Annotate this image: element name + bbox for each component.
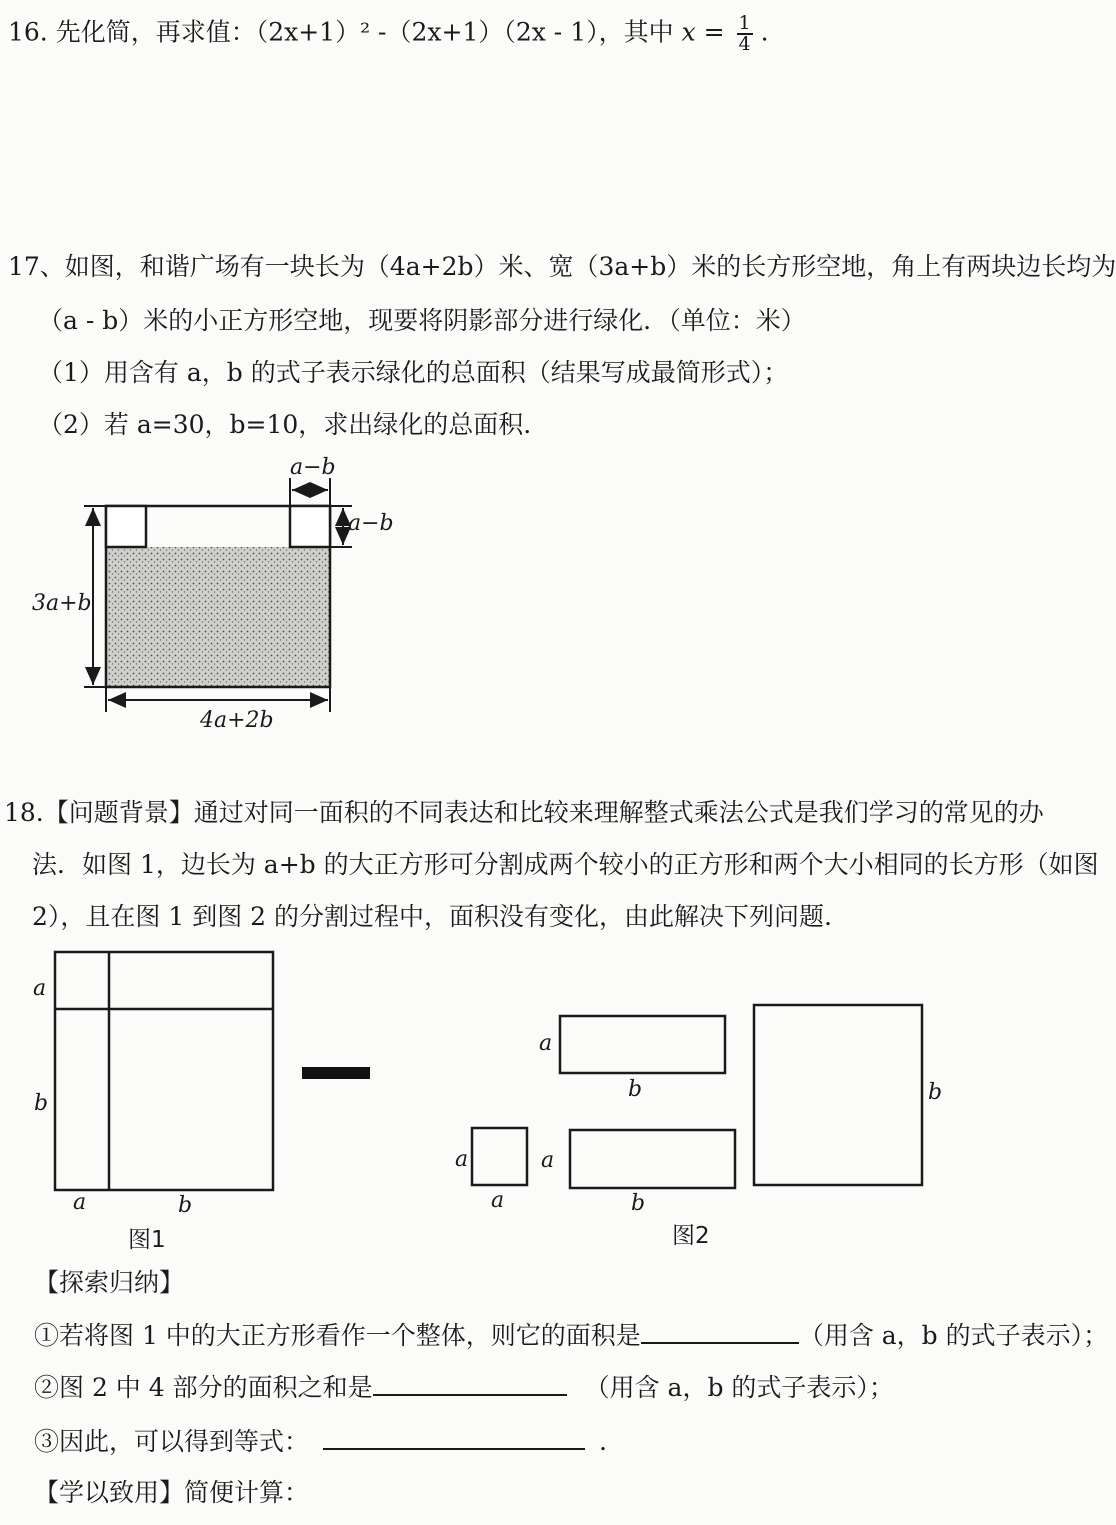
fig2-square-small-side: a: [455, 1147, 469, 1172]
q17-line2: （a - b）米的小正方形空地，现要将阴影部分进行绿化．（单位：米）: [38, 306, 806, 335]
fig1-bottom-a: a: [73, 1190, 87, 1215]
answer-blank-2[interactable]: [373, 1372, 567, 1396]
q17-part1: （1）用含有 a，b 的式子表示绿化的总面积（结果写成最简形式）；: [38, 358, 789, 387]
q17-right-square: [290, 506, 330, 547]
q17-height-label: 3a+b: [32, 591, 92, 616]
fig1: [33, 952, 273, 1253]
q18-line1: 18.【问题背景】通过对同一面积的不同表达和比较来理解整式乘法公式是我们学习的常见的办: [4, 798, 1044, 827]
q17-width-label: 4a+2b: [200, 708, 274, 733]
q16-x-label: x =: [681, 17, 725, 47]
fig2-rect-top: [560, 1016, 725, 1073]
fig2-caption: 图2: [672, 1223, 710, 1249]
explore-item1-pre: ①若将图 1 中的大正方形看作一个整体，则它的面积是: [34, 1321, 641, 1350]
q16-number: 16.: [8, 17, 48, 47]
fig2-rect-bottom: [570, 1130, 735, 1188]
explore-item2-post: （用含 a，b 的式子表示）；: [584, 1373, 894, 1402]
fig1-left-b: b: [34, 1091, 49, 1116]
q17-figure: [32, 455, 394, 733]
q16-frac-den: 4: [738, 33, 751, 55]
explore-item3-pre: ③因此，可以得到等式：: [34, 1427, 310, 1456]
explore-item2: [34, 1372, 894, 1403]
explore-item1: [34, 1320, 1108, 1351]
fig2-rect1-side: a: [539, 1031, 553, 1056]
fig2-square-small: [472, 1128, 527, 1185]
explore-item2-pre: ②图 2 中 4 部分的面积之和是: [34, 1373, 373, 1402]
explore-item1-post: （用含 a，b 的式子表示）；: [798, 1321, 1109, 1350]
fig2-rect2-side: a: [541, 1148, 555, 1173]
fig2-square-small-bottom: a: [491, 1188, 505, 1213]
fig1-bottom-b: b: [178, 1193, 193, 1218]
fig2-rect2-bottom: b: [631, 1191, 646, 1216]
q17-left-square: [106, 506, 146, 547]
fig2: [455, 1005, 942, 1249]
explore-heading: 【探索归纳】: [34, 1268, 185, 1297]
answer-blank-1[interactable]: [641, 1320, 799, 1344]
explore-item3-post: .: [599, 1427, 607, 1456]
q17-line1: 17、如图，和谐广场有一块长为（4a+2b）米、宽（3a+b）米的长方形空地，角上有两块边长均为: [8, 252, 1116, 281]
q17-side-label: a−b: [348, 511, 394, 536]
q18-line2: 法．如图 1，边长为 a+b 的大正方形可分割成两个较小的正方形和两个大小相同的长方形（如图: [32, 850, 1099, 879]
q16-text: 先化简，再求值：（2x+1）² -（2x+1）（2x - 1），其中: [55, 17, 674, 47]
fig1-outer-square: [55, 952, 273, 1190]
q17-top-label: a−b: [290, 455, 336, 480]
answer-blank-3[interactable]: [323, 1426, 585, 1450]
fig1-left-a: a: [33, 976, 47, 1001]
transform-bar: [302, 1067, 370, 1079]
fig2-square-big: [754, 1005, 922, 1185]
fig2-rect1-bottom: b: [628, 1077, 643, 1102]
q16-end: .: [760, 17, 769, 47]
fig1-caption: 图1: [128, 1227, 166, 1253]
explore-item3: [34, 1426, 607, 1457]
apply-heading: 【学以致用】简便计算：: [34, 1478, 310, 1507]
q16-frac-num: 1: [738, 12, 751, 34]
fig2-square-big-side: b: [928, 1080, 943, 1105]
q18-line3: 2），且在图 1 到图 2 的分割过程中，面积没有变化，由此解决下列问题.: [32, 902, 832, 931]
q17-part2: （2）若 a=30，b=10，求出绿化的总面积.: [38, 410, 532, 439]
